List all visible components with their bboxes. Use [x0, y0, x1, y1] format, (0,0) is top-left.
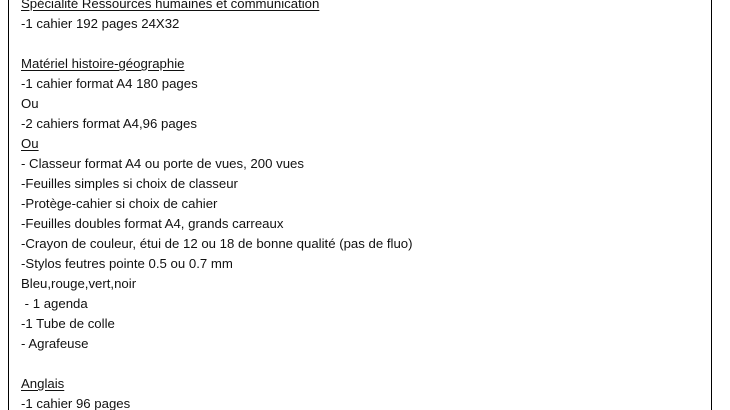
section-heading-specialite: Spécialité Ressources humaines et communication [21, 0, 320, 11]
list-item: -1 cahier format A4 180 pages [21, 76, 198, 91]
spacer [21, 354, 701, 374]
list-item-or: Ou [21, 96, 39, 111]
list-item: - 1 agenda [21, 296, 88, 311]
list-item: -2 cahiers format A4,96 pages [21, 116, 197, 131]
list-item: -Stylos feutres pointe 0.5 ou 0.7 mm [21, 256, 233, 271]
supply-list [21, 0, 701, 410]
section-heading-histoire-geographie: Matériel histoire-géographie [21, 56, 185, 71]
list-item: -1 cahier 192 pages 24X32 [21, 16, 180, 31]
page-border-right [711, 0, 712, 410]
page-border-left [8, 0, 9, 410]
list-item: -1 Tube de colle [21, 316, 115, 331]
list-item: - Agrafeuse [21, 336, 89, 351]
list-item: Bleu,rouge,vert,noir [21, 276, 137, 291]
list-item: -Protège-cahier si choix de cahier [21, 196, 218, 211]
section-heading-anglais: Anglais [21, 376, 65, 391]
list-item: - Classeur format A4 ou porte de vues, 200 vues [21, 156, 304, 171]
list-item: -Feuilles simples si choix de classeur [21, 176, 238, 191]
list-item: -1 cahier 96 pages [21, 396, 131, 410]
list-item: -Feuilles doubles format A4, grands carreaux [21, 216, 284, 231]
list-item: -Crayon de couleur, étui de 12 ou 18 de bonne qualité (pas de fluo) [21, 236, 413, 251]
spacer [21, 34, 701, 54]
alternative-heading-or: Ou [21, 136, 39, 151]
